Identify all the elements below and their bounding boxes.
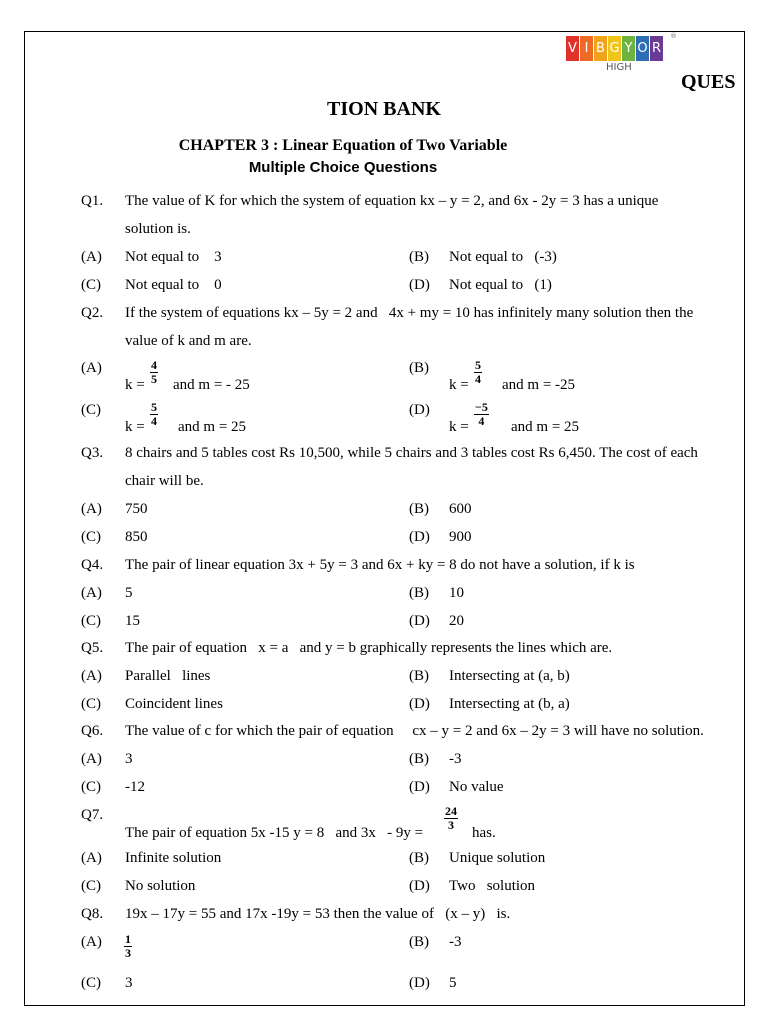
q4-label-a: (A) [81, 585, 102, 601]
q5-option-d: Intersecting at (b, a) [449, 696, 570, 712]
fraction-denominator: 5 [151, 372, 157, 386]
logo-letter-v: V [566, 36, 579, 61]
q1-number: Q1. [81, 193, 104, 209]
fraction-denominator: 4 [151, 414, 157, 428]
q1-option-c: Not equal to 0 [125, 277, 222, 293]
vibgyor-logo [566, 32, 677, 73]
q2-text-line1: If the system of equations kx – 5y = 2 and 4x + my = 10 has infinitely many solution then the [125, 305, 694, 321]
q1-option-a: Not equal to 3 [125, 249, 222, 265]
fraction-denominator: 4 [475, 372, 481, 386]
fraction-numerator: 1 [125, 932, 131, 946]
q7-option-a: Infinite solution [125, 850, 222, 866]
q6-option-d: No value [449, 779, 504, 795]
q2-option-d-suffix: and m = 25 [511, 419, 580, 435]
q2-option-d-fraction [474, 401, 489, 428]
q4-option-c: 15 [125, 613, 140, 629]
q4-label-d: (D) [409, 613, 430, 629]
q1-option-d: Not equal to (1) [449, 277, 552, 293]
fraction-numerator: 5 [151, 400, 157, 414]
q8-text-line1: 19x – 17y = 55 and 17x -19y = 53 then the value of (x – y) is. [125, 906, 511, 922]
q3-label-b: (B) [409, 501, 429, 517]
fraction-denominator: 3 [448, 818, 454, 832]
q2-option-b-fraction [474, 359, 482, 386]
q4-option-a: 5 [125, 585, 133, 601]
q3-option-a: 750 [125, 501, 148, 517]
fraction-denominator: 3 [125, 946, 131, 960]
q6-option-c: -12 [125, 779, 145, 795]
section-subtitle: Multiple Choice Questions [248, 159, 438, 176]
q5-label-a: (A) [81, 668, 102, 684]
q2-option-b-suffix: and m = -25 [502, 377, 576, 393]
q6-label-a: (A) [81, 751, 102, 767]
q8-option-c: 3 [125, 975, 133, 991]
q5-label-b: (B) [409, 668, 429, 684]
q7-text-suffix: has. [472, 825, 496, 841]
q7-label-c: (C) [81, 878, 101, 894]
q4-option-d: 20 [449, 613, 464, 629]
q1-option-b: Not equal to (-3) [449, 249, 557, 265]
logo-letter-b: B [594, 36, 607, 61]
q4-label-c: (C) [81, 613, 101, 629]
q3-option-d: 900 [449, 529, 472, 545]
q2-option-c-suffix: and m = 25 [178, 419, 247, 435]
q5-number: Q5. [81, 640, 104, 656]
logo-letter-o: O [636, 36, 649, 61]
fraction-numerator: −5 [475, 400, 488, 414]
q2-label-b: (B) [409, 360, 429, 376]
q1-label-d: (D) [409, 277, 430, 293]
q8-label-b: (B) [409, 934, 429, 950]
logo-letter-i: I [580, 36, 593, 61]
q8-label-a: (A) [81, 934, 102, 950]
q8-number: Q8. [81, 906, 104, 922]
q8-option-a-fraction [124, 933, 132, 960]
q1-label-b: (B) [409, 249, 429, 265]
title-part-1: QUES [681, 71, 736, 93]
q6-option-a: 3 [125, 751, 133, 767]
q2-label-c: (C) [81, 402, 101, 418]
chapter-heading: CHAPTER 3 : Linear Equation of Two Variable [178, 137, 508, 154]
q6-text-line1: The value of c for which the pair of equation cx – y = 2 and 6x – 2y = 3 will have no solution. [125, 723, 704, 739]
fraction-numerator: 24 [445, 804, 457, 818]
q3-option-c: 850 [125, 529, 148, 545]
q6-label-c: (C) [81, 779, 101, 795]
q2-option-a-suffix: and m = - 25 [173, 377, 250, 393]
q7-fraction [444, 805, 458, 832]
q8-label-c: (C) [81, 975, 101, 991]
q8-option-b: -3 [449, 934, 462, 950]
q1-text-line2: solution is. [125, 221, 191, 237]
q7-option-d: Two solution [449, 878, 536, 894]
q4-text-line1: The pair of linear equation 3x + 5y = 3 and 6x + ky = 8 do not have a solution, if k is [125, 557, 635, 573]
q7-option-c: No solution [125, 878, 196, 894]
logo-letter-r: R [650, 36, 663, 61]
logo-subtitle: HIGH [606, 62, 632, 73]
q1-label-a: (A) [81, 249, 102, 265]
q6-label-b: (B) [409, 751, 429, 767]
logo-registered-mark: ® [670, 32, 677, 40]
logo-letter-g: G [608, 36, 621, 61]
q7-option-b: Unique solution [449, 850, 546, 866]
q7-label-b: (B) [409, 850, 429, 866]
q5-option-a: Parallel lines [125, 668, 211, 684]
q2-text-line2: value of k and m are. [125, 333, 252, 349]
logo-letters [566, 36, 664, 61]
q7-text-prefix: The pair of equation 5x -15 y = 8 and 3x - 9y = [125, 825, 427, 841]
q2-option-b-prefix: k = [449, 377, 473, 393]
q2-option-a-prefix: k = [125, 377, 149, 393]
q5-text-line1: The pair of equation x = a and y = b graphically represents the lines which are. [125, 640, 613, 656]
q2-number: Q2. [81, 305, 104, 321]
fraction-numerator: 4 [151, 358, 157, 372]
q2-label-a: (A) [81, 360, 102, 376]
q3-text-line1: 8 chairs and 5 tables cost Rs 10,500, while 5 chairs and 3 tables cost Rs 6,450. The cost of each [125, 445, 698, 461]
q3-label-a: (A) [81, 501, 102, 517]
logo-letter-y: Y [622, 36, 635, 61]
fraction-denominator: 4 [478, 414, 485, 428]
q4-number: Q4. [81, 557, 104, 573]
q2-option-c-fraction [150, 401, 158, 428]
fraction-numerator: 5 [475, 358, 481, 372]
q3-option-b: 600 [449, 501, 472, 517]
q7-number: Q7. [81, 807, 104, 823]
q7-label-a: (A) [81, 850, 102, 866]
title-part-2: TION BANK [327, 98, 441, 120]
q3-label-d: (D) [409, 529, 430, 545]
q2-option-c-prefix: k = [125, 419, 149, 435]
q8-label-d: (D) [409, 975, 430, 991]
q4-label-b: (B) [409, 585, 429, 601]
q6-option-b: -3 [449, 751, 462, 767]
q3-label-c: (C) [81, 529, 101, 545]
q8-option-d: 5 [449, 975, 457, 991]
q3-text-line2: chair will be. [125, 473, 204, 489]
q7-label-d: (D) [409, 878, 430, 894]
q4-option-b: 10 [449, 585, 464, 601]
q6-label-d: (D) [409, 779, 430, 795]
q5-option-b: Intersecting at (a, b) [449, 668, 570, 684]
q1-label-c: (C) [81, 277, 101, 293]
q6-number: Q6. [81, 723, 104, 739]
q1-text-line1: The value of K for which the system of equation kx – y = 2, and 6x - 2y = 3 has a unique [125, 193, 659, 209]
q2-option-d-prefix: k = [449, 419, 473, 435]
q2-label-d: (D) [409, 402, 430, 418]
q3-number: Q3. [81, 445, 104, 461]
q2-option-a-fraction [150, 359, 158, 386]
q5-label-c: (C) [81, 696, 101, 712]
q5-option-c: Coincident lines [125, 696, 223, 712]
q5-label-d: (D) [409, 696, 430, 712]
